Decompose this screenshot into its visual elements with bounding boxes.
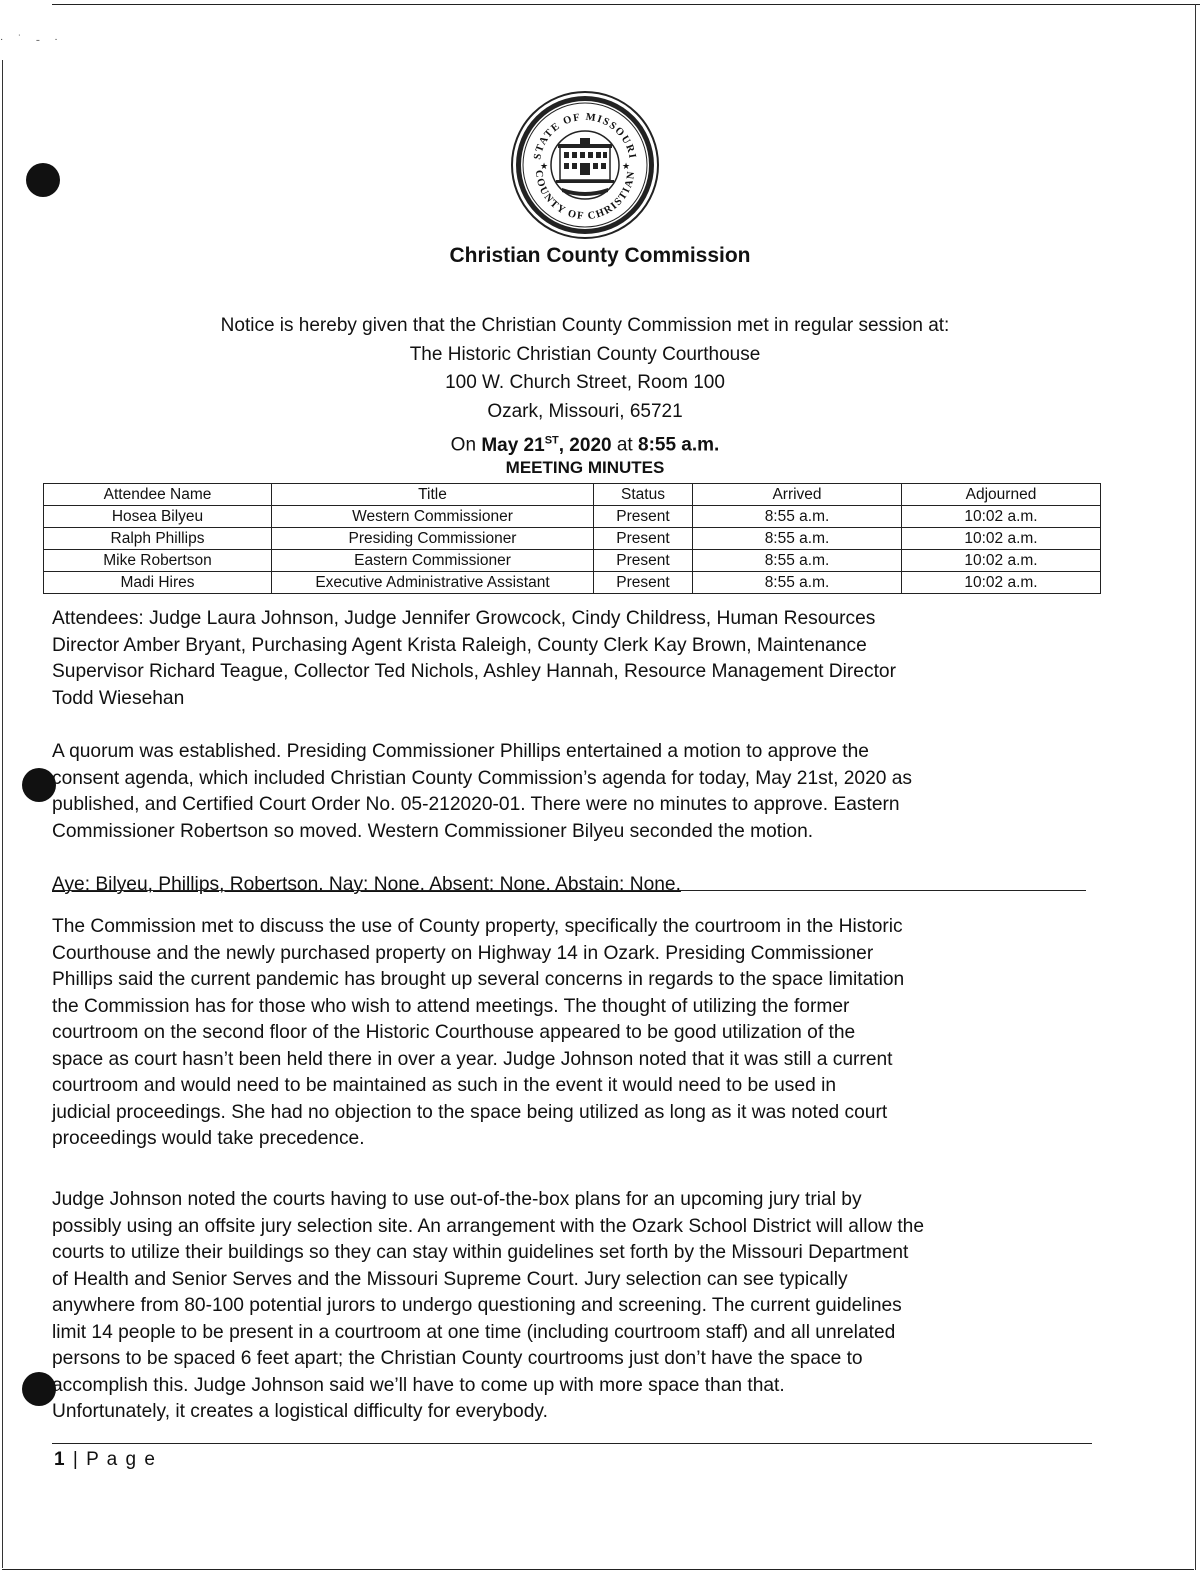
svg-text:★: ★: [540, 161, 549, 171]
table-cell: Madi Hires: [44, 572, 272, 594]
vote-result: Aye: Bilyeu, Phillips, Robertson. Nay: None. Absent: None. Abstain: None.: [52, 874, 681, 895]
seal-text-bottom: COUNTY OF CHRISTIAN: [532, 169, 638, 223]
page-border-top: [52, 4, 1200, 5]
table-cell: Present: [594, 572, 693, 594]
meeting-notice: [0, 312, 1170, 478]
meeting-date: May 21ST, 2020: [481, 434, 612, 456]
table-header-row: [44, 484, 1101, 506]
page-title: Christian County Commission: [449, 244, 751, 267]
meeting-time: 8:55 a.m.: [638, 434, 720, 456]
table-cell: Western Commissioner: [272, 506, 594, 528]
divider: [52, 1443, 1092, 1444]
table-cell: Presiding Commissioner: [272, 528, 594, 550]
table-cell: Mike Robertson: [44, 550, 272, 572]
page-number: 1: [54, 1449, 67, 1470]
table-cell: 10:02 a.m.: [902, 528, 1101, 550]
notice-line: 100 W. Church Street, Room 100: [445, 372, 725, 394]
county-seal-icon: [510, 90, 660, 240]
table-cell: Hosea Bilyeu: [44, 506, 272, 528]
table-cell: 8:55 a.m.: [693, 506, 902, 528]
notice-line: Notice is hereby given that the Christian County Commission met in regular session at:: [220, 315, 950, 336]
column-header: Arrived: [693, 484, 902, 506]
table-row: [44, 506, 1101, 528]
table-cell: Present: [594, 550, 693, 572]
table-cell: 10:02 a.m.: [902, 506, 1101, 528]
attendees-paragraph: Attendees: Judge Laura Johnson, Judge Jennifer Growcock, Cindy Childress, Human Resources Director Amber Bryant, Purchasing Agent Krista Raleigh, County Clerk Kay Brown, Maintenance Supervisor Richard Teague, Collector Ted Nichols, Ashley Hannah, Resource Management Director Todd Wiesehan: [52, 608, 896, 709]
minutes-heading: MEETING MINUTES: [505, 458, 665, 478]
scan-specks: · ˙ ˗ ·: [0, 34, 64, 45]
page-border-right: [1195, 4, 1196, 1570]
seal-text-top: STATE OF MISSOURI: [532, 111, 638, 161]
table-row: [44, 528, 1101, 550]
table-cell: 8:55 a.m.: [693, 528, 902, 550]
table-cell: 8:55 a.m.: [693, 550, 902, 572]
table-cell: Present: [594, 506, 693, 528]
divider: [52, 890, 1086, 891]
quorum-paragraph: A quorum was established. Presiding Commissioner Phillips entertained a motion to approve the consent agenda, which included Christian County Commission’s agenda for today, May 21st, 2020 as published, and Certified Court Order No. 05-212020-01. There were no minutes to approve. Eastern Commissioner Robertson so moved. Western Commissioner Bilyeu seconded the motion.: [52, 741, 913, 842]
column-header: Attendee Name: [44, 484, 272, 506]
table-cell: 10:02 a.m.: [902, 550, 1101, 572]
table-cell: Executive Administrative Assistant: [272, 572, 594, 594]
meeting-datetime: On May 21ST, 2020 at 8:55 a.m.: [450, 434, 720, 456]
table-cell: 8:55 a.m.: [693, 572, 902, 594]
notice-line: Ozark, Missouri, 65721: [487, 400, 683, 422]
svg-text:★: ★: [622, 161, 631, 171]
commission-discussion-paragraph: The Commission met to discuss the use of County property, specifically the courtroom in the Historic Courthouse and the newly purchased property on Highway 14 in Ozark. Presiding Commissioner Phillips said the current pandemic has brought up several concerns in regards to the space limitation the Commission has for those who wish to attend meetings. The thought of utilizing the former courtroom on the second floor of the Historic Courthouse appeared to be good utilization of the space as court hasn’t been held there in over a year. Judge Johnson noted that it was still a current courtroom and would need to be maintained as such in the event it would need to be used in judicial proceedings. She had no objection to the space being utilized as long as it was noted court proceedings would take precedence.: [52, 916, 905, 1149]
table-cell: Ralph Phillips: [44, 528, 272, 550]
table-row: [44, 550, 1101, 572]
table-row: [44, 572, 1101, 594]
table-cell: Eastern Commissioner: [272, 550, 594, 572]
notice-line: The Historic Christian County Courthouse: [409, 343, 761, 365]
column-header: Adjourned: [902, 484, 1101, 506]
table-cell: Present: [594, 528, 693, 550]
page-label: | P a g e: [72, 1449, 157, 1470]
punch-hole: [26, 163, 60, 197]
page-border-bottom: [2, 1569, 1194, 1570]
column-header: Status: [594, 484, 693, 506]
table-cell: 10:02 a.m.: [902, 572, 1101, 594]
column-header: Title: [272, 484, 594, 506]
attendance-table: [43, 483, 1101, 594]
punch-hole: [22, 768, 56, 802]
judge-johnson-paragraph: Judge Johnson noted the courts having to use out-of-the-box plans for an upcoming jury trial by possibly using an offsite jury selection site. An arrangement with the Ozark School District will allow the courts to utilize their buildings so they can stay within guidelines set forth by the Missouri Department of Health and Senior Serves and the Missouri Supreme Court. Jury selection can see typically anywhere from 80-100 potential jurors to undergo questioning and screening. The current guidelines limit 14 people to be present in a courtroom at one time (including courtroom staff) and all unrelated persons to be spaced 6 feet apart; the Christian County courtrooms just don’t have the space to accomplish this. Judge Johnson said we’ll have to come up with more space than that. Unfortunately, it creates a logistical difficulty for everybody.: [52, 1189, 925, 1422]
page-footer: [54, 1449, 156, 1471]
punch-hole: [22, 1372, 56, 1406]
page-border-left: [2, 60, 3, 1568]
